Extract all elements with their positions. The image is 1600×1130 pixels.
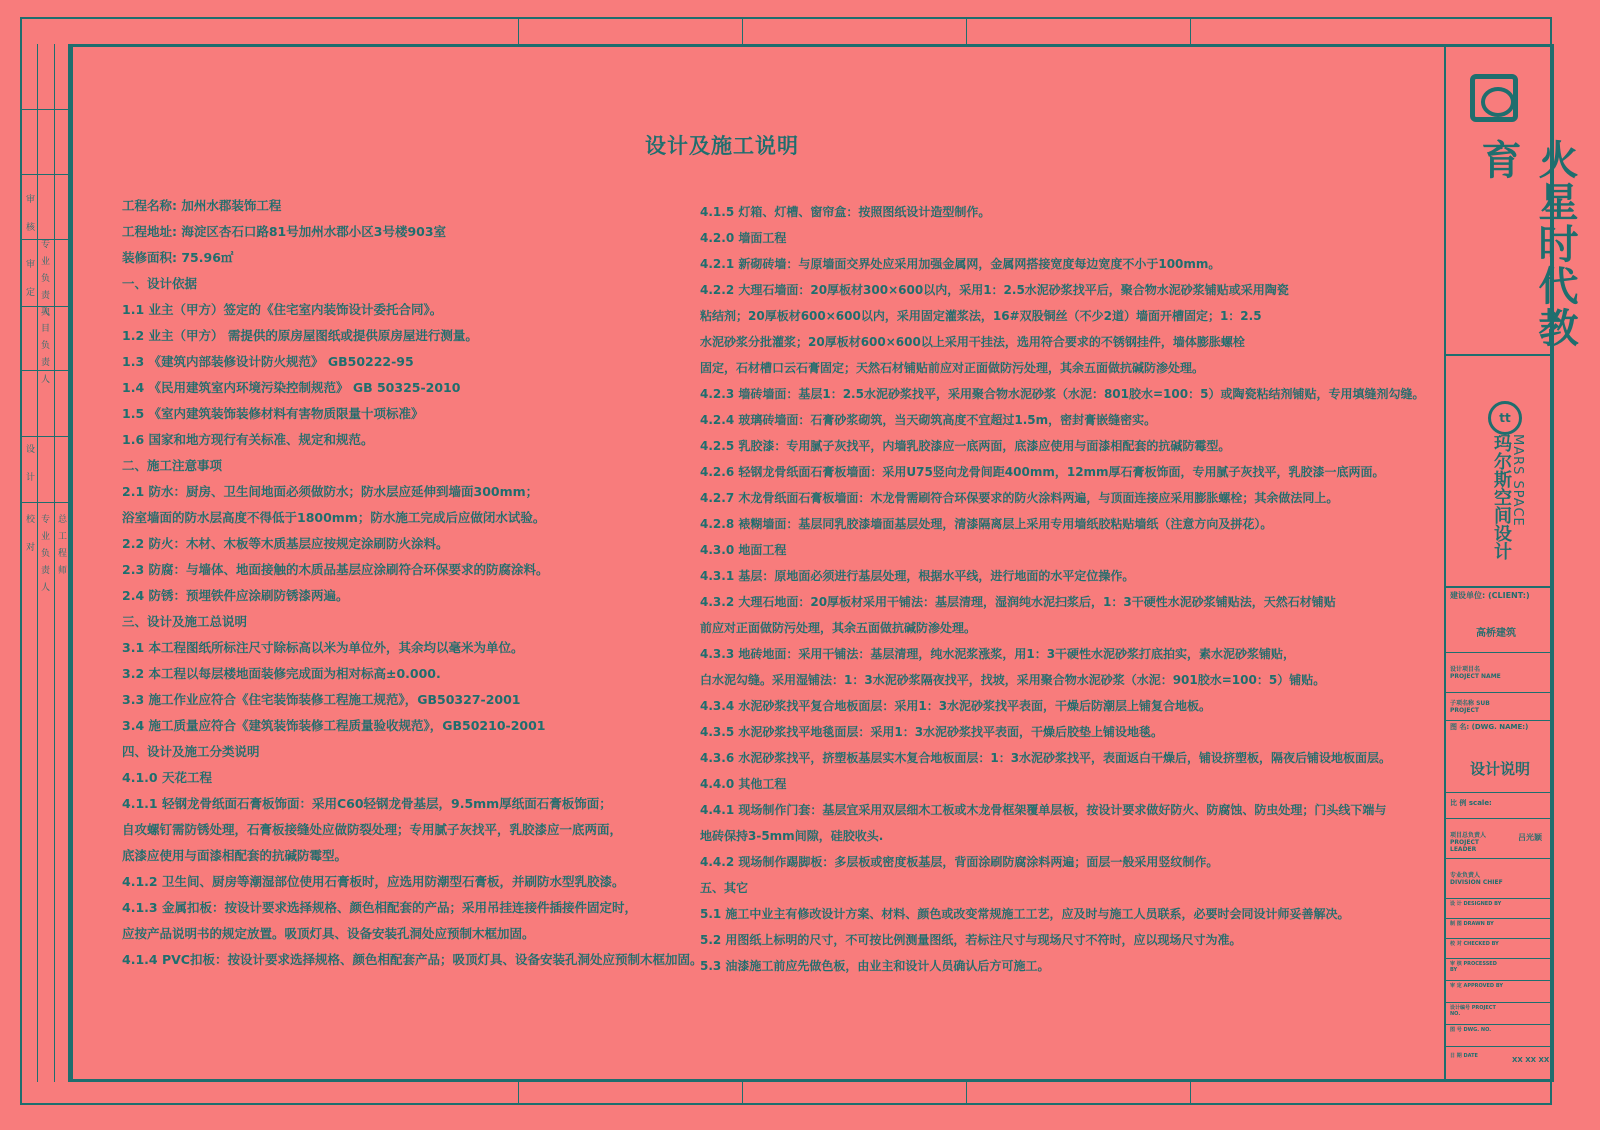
top-tick (1190, 17, 1191, 44)
note-line: 4.1.2 卫生间、厨房等潮湿部位使用石膏板时，应选用防潮型石膏板，并刷防水型乳胶漆。 (122, 874, 625, 889)
note-line: 二、施工注意事项 (122, 458, 223, 473)
strip-cell (20, 502, 70, 503)
note-line: 4.2.1 新砌砖墙：与原墙面交界处应采用加强金属网，金属网搭接宽度每边宽度不小于100mm。 (700, 257, 1221, 271)
project-no-label: 设计编号 PROJECT NO. (1450, 1005, 1496, 1017)
partner-logo-panel (1446, 356, 1554, 588)
strip-label: 专业负责人 (39, 239, 49, 324)
brand-name: 火星时代教育 (1475, 139, 1578, 349)
bottom-tick (742, 1082, 743, 1105)
strip-label: 审 定 (24, 259, 34, 304)
leader-label: 项目总负责人 PROJECT LEADER (1450, 832, 1487, 853)
note-line: 4.1.1 轻钢龙骨纸面石膏板饰面：采用C60轻钢龙骨基层，9.5mm厚纸面石膏板饰面； (122, 796, 612, 811)
note-line: 工程名称: 加州水郡装饰工程 (122, 198, 282, 213)
note-line: 4.3.6 水泥砂浆找平，挤塑板基层实木复合地板面层：1：3水泥砂浆找平，表面返白干燥后，铺设挤塑板，隔夜后铺设地板面层。 (700, 751, 1392, 765)
scale-row (1446, 792, 1554, 819)
top-tick (742, 17, 743, 44)
note-line: 4.3.4 水泥砂浆找平复合地板面层：采用1：3水泥砂浆找平表面，干燥后防潮层上铺复合地板。 (700, 699, 1212, 713)
note-line: 1.5 《室内建筑装饰装修材料有害物质限量十项标准》 (122, 406, 424, 421)
note-line: 2.3 防腐：与墙体、地面接触的木质品基层应涂刷符合环保要求的防腐涂料。 (122, 562, 549, 577)
approved-label: 审 定 APPROVED BY (1450, 983, 1503, 989)
note-line: 前应对正面做防污处理，其余五面做抗碱防渗处理。 (700, 621, 977, 635)
note-line: 地砖保持3-5mm间隙，硅胶收头. (700, 829, 884, 843)
scale-label: 比 例 scale: (1450, 799, 1492, 807)
bottom-tick (1190, 1082, 1191, 1105)
note-line: 4.4.2 现场制作踢脚板：多层板或密度板基层，背面涂刷防腐涂料两遍；面层一般采用竖纹制作。 (700, 855, 1219, 869)
strip-label: 设 计 (24, 444, 34, 489)
note-line: 3.1 本工程图纸所标注尺寸除标高以米为单位外，其余均以毫米为单位。 (122, 640, 524, 655)
strip-label: 专业负责人 (39, 514, 49, 599)
project-name-label: 设计项目名 PROJECT NAME (1450, 666, 1501, 680)
note-line: 自攻螺钉需防锈处理，石膏板接缝处应做防裂处理；专用腻子灰找平，乳胶漆应一底两面， (122, 822, 623, 837)
note-line: 5.2 用图纸上标明的尺寸，不可按比例测量图纸，若标注尺寸与现场尺寸不符时，应以现场尺寸为准。 (700, 933, 1242, 947)
note-line: 4.1.3 金属扣板：按设计要求选择规格、颜色相配套的产品；采用吊挂连接件插接件固定时， (122, 900, 637, 915)
bottom-tick (518, 1082, 519, 1105)
note-line: 4.1.0 天花工程 (122, 770, 212, 785)
note-line: 2.2 防火：木材、木板等木质基层应按规定涂刷防火涂料。 (122, 536, 449, 551)
note-line: 4.1.5 灯箱、灯槽、窗帘盒：按照图纸设计造型制作。 (700, 205, 991, 219)
note-line: 4.2.8 裱糊墙面：基层同乳胶漆墙面基层处理，清漆隔离层上采用专用墙纸胶粘贴墙纸（注意方向及拼花）。 (700, 517, 1273, 531)
leader-row (1446, 818, 1554, 859)
division-row (1446, 858, 1554, 899)
date-row (1446, 1046, 1554, 1076)
strip-label: 校 对 (24, 514, 34, 559)
checked-label: 校 对 CHECKED BY (1450, 941, 1499, 947)
client-value: 高桥建筑 (1476, 628, 1516, 639)
drawing-label: 图 名: (DWG. NAME:) (1450, 723, 1529, 731)
note-line: 水泥砂浆分批灌浆；20厚板材600×600以上采用干挂法，选用符合要求的不锈钢挂件，墙体膨胀螺栓 (700, 335, 1245, 349)
note-line: 4.3.0 地面工程 (700, 543, 787, 557)
note-line: 3.3 施工作业应符合《住宅装饰装修工程施工规范》，GB50327-2001 (122, 692, 521, 707)
note-line: 4.2.6 轻钢龙骨纸面石膏板墙面：采用U75竖向龙骨间距400mm，12mm厚石膏板饰面，专用腻子灰找平，乳胶漆一底两面。 (700, 465, 1385, 479)
note-line: 4.2.5 乳胶漆：专用腻子灰找平，内墙乳胶漆应一底两面，底漆应使用与面漆相配套的抗碱防霉型。 (700, 439, 1231, 453)
note-line: 4.4.0 其他工程 (700, 777, 787, 791)
note-line: 4.1.4 PVC扣板：按设计要求选择规格、颜色相配套产品；吸顶灯具、设备安装孔洞处应预制木框加固。 (122, 952, 703, 967)
processed-label: 审 核 PROCESSED BY (1450, 961, 1497, 973)
page-title: 设计及施工说明 (645, 134, 799, 158)
project-no-row (1446, 1002, 1554, 1025)
drawing-name-row (1446, 720, 1554, 793)
note-line: 5.3 油漆施工前应先做色板，由业主和设计人员确认后方可施工。 (700, 959, 1050, 973)
note-line: 4.2.3 墙砖墙面：基层1：2.5水泥砂浆找平，采用聚合物水泥砂浆（水泥：801胶水=100：5）或陶瓷粘结剂铺贴，专用填缝剂勾缝。 (700, 387, 1425, 401)
note-line: 4.3.2 大理石地面：20厚板材采用干铺法：基层清理，湿润纯水泥扫浆后，1：3干硬性水泥砂浆铺贴法，天然石材铺贴 (700, 595, 1336, 609)
note-line: 一、设计依据 (122, 276, 198, 291)
drawn-label: 制 图 DRAWN BY (1450, 921, 1494, 927)
bottom-tick (966, 1082, 967, 1105)
approved-row (1446, 980, 1554, 1003)
dwg-no-label: 图 号 DWG. NO. (1450, 1027, 1492, 1033)
date-value: XX XX XX (1512, 1056, 1550, 1064)
top-tick (966, 17, 967, 44)
project-name-row (1446, 652, 1554, 693)
note-line: 4.4.1 现场制作门套：基层宜采用双层细木工板或木龙骨框架覆单层板，按设计要求做好防火、防腐蚀、防虫处理；门头线下端与 (700, 803, 1387, 817)
designed-row (1446, 898, 1554, 919)
note-line: 四、设计及施工分类说明 (122, 744, 260, 759)
note-line: 装修面积: 75.96㎡ (122, 250, 234, 265)
note-line: 浴室墙面的防水层高度不得低于1800mm；防水施工完成后应做闭水试验。 (122, 510, 546, 525)
strip-cell (20, 174, 70, 175)
note-line: 4.3.1 基层：原地面必须进行基层处理，根据水平线，进行地面的水平定位操作。 (700, 569, 1135, 583)
partner-name-cn: 玛尔斯空间设计 (1491, 434, 1512, 560)
note-line: 3.4 施工质量应符合《建筑装饰装修工程质量验收规范》，GB50210-2001 (122, 718, 546, 733)
note-line: 5.1 施工中业主有修改设计方案、材料、颜色或改变常规施工工艺，应及时与施工人员联系，必要时会同设计师妥善解决。 (700, 907, 1350, 921)
strip-cell (20, 109, 70, 110)
note-line: 1.4 《民用建筑室内环境污染控制规范》 GB 50325-2010 (122, 380, 461, 395)
notes-left-column (122, 193, 702, 973)
strip-label: 总工程师 (56, 514, 66, 582)
processed-row (1446, 958, 1554, 981)
drawing-name: 设计说明 (1470, 760, 1531, 778)
note-line: 应按产品说明书的规定放置。吸顶灯具、设备安装孔洞处应预制木框加固。 (122, 926, 535, 941)
note-line: 4.2.7 木龙骨纸面石膏板墙面：木龙骨需刷符合环保要求的防火涂料两遍，与顶面连接应采用膨胀螺栓；其余做法同上。 (700, 491, 1339, 505)
title-block (1444, 44, 1578, 1082)
note-line: 4.2.4 玻璃砖墙面：石膏砂浆砌筑，当天砌筑高度不宜超过1.5m，密封膏嵌缝密实。 (700, 413, 1157, 427)
strip-cell (20, 436, 70, 437)
client-label: 建设单位: (CLIENT:) (1450, 591, 1530, 600)
note-line: 3.2 本工程以每层楼地面装修完成面为相对标高±0.000. (122, 666, 441, 681)
note-line: 2.1 防水：厨房、卫生间地面必须做防水；防水层应延伸到墙面300mm； (122, 484, 539, 499)
top-tick (518, 17, 519, 44)
note-line: 4.2.2 大理石墙面：20厚板材300×600以内，采用1：2.5水泥砂浆找平后，聚合物水泥砂浆铺贴或采用陶瓷 (700, 283, 1289, 297)
note-line: 白水泥勾缝。采用湿铺法：1：3水泥砂浆隔夜找平，找坡，采用聚合物水泥砂浆（水泥：901胶水=100：5）铺贴。 (700, 673, 1326, 687)
strip-label: 审 核 (24, 194, 34, 239)
client-row (1446, 588, 1554, 653)
note-line: 工程地址: 海淀区杏石口路81号加州水郡小区3号楼903室 (122, 224, 447, 239)
checked-row (1446, 938, 1554, 959)
leader-value: 吕光颖 (1518, 833, 1542, 842)
note-line: 4.3.3 地砖地面：采用干铺法：基层清理，纯水泥浆涨浆，用1：3干硬性水泥砂浆打底拍实，素水泥砂浆铺贴， (700, 647, 1296, 661)
date-label: 日 期 DATE (1450, 1053, 1478, 1059)
note-line: 4.3.5 水泥砂浆找平地毯面层：采用1：3水泥砂浆找平表面，干燥后胶垫上铺设地毯。 (700, 725, 1164, 739)
tt-logo-icon: tt (1488, 401, 1522, 435)
note-line: 五、其它 (700, 881, 749, 895)
dwg-no-row (1446, 1024, 1554, 1047)
brand-logo-icon (1470, 74, 1518, 122)
note-line: 固定，石材槽口云石膏固定；天然石材铺贴前应对正面做防污处理，其余五面做抗碱防渗处理。 (700, 361, 1205, 375)
designed-label: 设 计 DESIGNED BY (1450, 901, 1502, 907)
note-line: 底漆应使用与面漆相配套的抗碱防霉型。 (122, 848, 348, 863)
division-label: 专业负责人 DIVISION CHIEF (1450, 872, 1503, 886)
brand-logo-panel (1446, 44, 1578, 356)
strip-label: 项目负责人 (39, 306, 49, 391)
note-line: 1.2 业主（甲方） 需提供的原房屋图纸或提供原房屋进行测量。 (122, 328, 478, 343)
drawn-row (1446, 918, 1554, 939)
notes-right-column (700, 199, 1424, 979)
note-line: 2.4 防锈：预埋铁件应涂刷防锈漆两遍。 (122, 588, 349, 603)
signature-strip (20, 44, 70, 1082)
note-line: 4.2.0 墙面工程 (700, 231, 787, 245)
note-line: 1.6 国家和地方现行有关标准、规定和规范。 (122, 432, 374, 447)
note-line: 粘结剂；20厚板材600×600以内，采用固定灌浆法，16#双股铜丝（不少2道）墙面开槽固定；1：2.5 (700, 309, 1262, 323)
sub-project-label: 子项名称 SUB PROJECT (1450, 700, 1490, 714)
note-line: 1.1 业主（甲方）签定的《住宅室内装饰设计委托合同》。 (122, 302, 443, 317)
note-line: 1.3 《建筑内部装修设计防火规范》 GB50222-95 (122, 354, 414, 369)
sub-project-row (1446, 692, 1554, 721)
partner-name-en: MARS SPACE (1510, 434, 1525, 527)
note-line: 三、设计及施工总说明 (122, 614, 248, 629)
